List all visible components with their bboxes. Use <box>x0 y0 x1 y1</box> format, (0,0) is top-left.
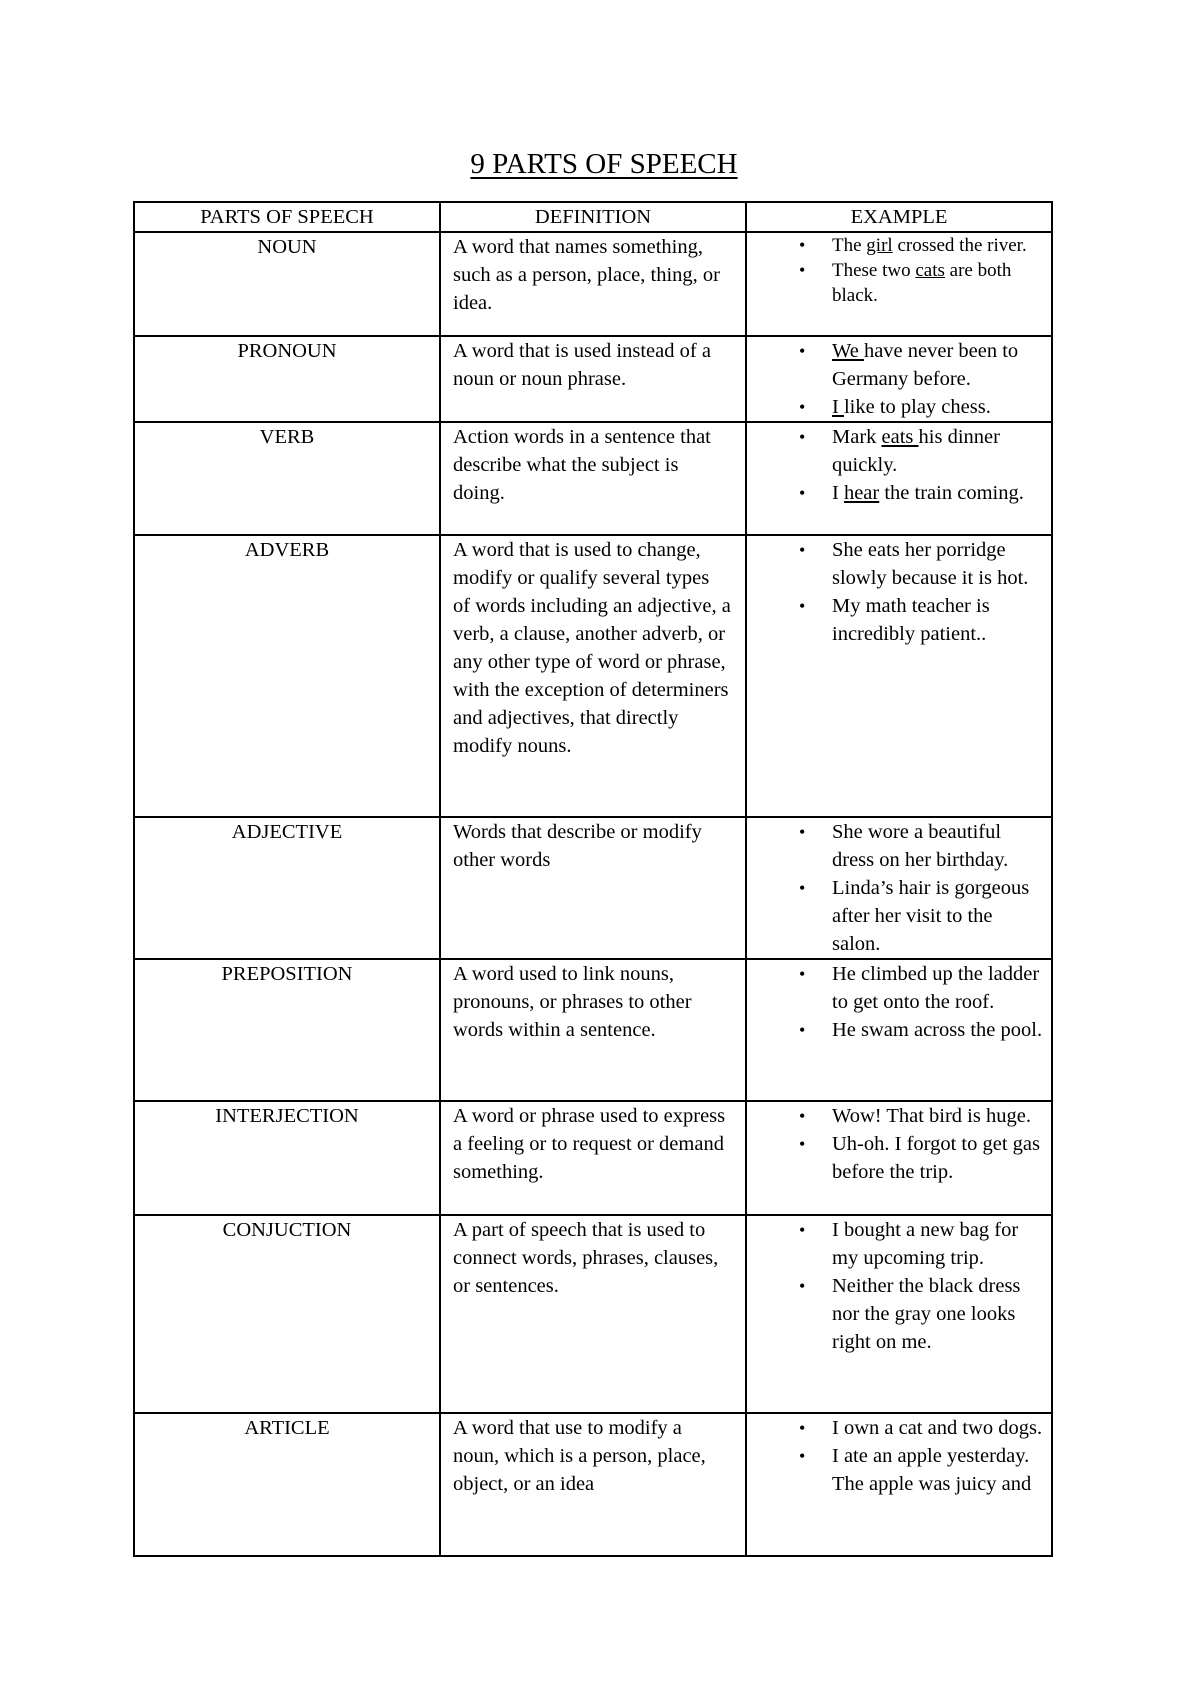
example-cell <box>746 817 1052 959</box>
part-of-speech-cell: ADVERB <box>134 535 440 817</box>
part-of-speech-cell: ARTICLE <box>134 1413 440 1556</box>
table-row <box>134 535 1052 817</box>
definition-cell: A word that is used to change, modify or qualify several types of words including an adjective, a verb, a clause, another adverb, or any other type of word or phrase, with the exception of determiners and adjectives, that directly modify nouns. <box>440 535 746 817</box>
part-of-speech-cell: ADJECTIVE <box>134 817 440 959</box>
definition-cell: A word used to link nouns, pronouns, or phrases to other words within a sentence. <box>440 959 746 1101</box>
example-cell <box>746 232 1052 336</box>
example-item: • Wow! That bird is huge. <box>747 1102 1043 1130</box>
example-item: • My math teacher is incredibly patient.. <box>747 592 1043 648</box>
example-cell <box>746 336 1052 422</box>
definition-cell: A word or phrase used to express a feeling or to request or demand something. <box>440 1101 746 1215</box>
example-item: • Uh-oh. I forgot to get gas before the trip. <box>747 1130 1043 1186</box>
part-of-speech-cell: PREPOSITION <box>134 959 440 1101</box>
example-item: • She wore a beautiful dress on her birthday. <box>747 818 1043 874</box>
header-definition: DEFINITION <box>440 202 746 232</box>
table-row <box>134 1215 1052 1413</box>
header-example: EXAMPLE <box>746 202 1052 232</box>
definition-cell: Words that describe or modify other words <box>440 817 746 959</box>
example-cell <box>746 422 1052 535</box>
table-header-row <box>134 202 1052 232</box>
definition-cell: A part of speech that is used to connect words, phrases, clauses, or sentences. <box>440 1215 746 1413</box>
example-cell <box>746 1413 1052 1556</box>
example-item: • He climbed up the ladder to get onto the roof. <box>747 960 1043 1016</box>
table-row <box>134 1101 1052 1215</box>
example-item: • She eats her porridge slowly because it is hot. <box>747 536 1043 592</box>
example-cell <box>746 959 1052 1101</box>
page-title: 9 PARTS OF SPEECH <box>470 148 738 180</box>
definition-cell: Action words in a sentence that describe what the subject is doing. <box>440 422 746 535</box>
example-item: • Mark eats his dinner quickly. <box>747 423 1043 479</box>
definition-cell: A word that use to modify a noun, which is a person, place, object, or an idea <box>440 1413 746 1556</box>
definition-cell: A word that names something, such as a person, place, thing, or idea. <box>440 232 746 336</box>
example-item: • Neither the black dress nor the gray one looks right on me. <box>747 1272 1043 1356</box>
part-of-speech-cell: VERB <box>134 422 440 535</box>
part-of-speech-cell: PRONOUN <box>134 336 440 422</box>
example-cell <box>746 1215 1052 1413</box>
example-item: • These two cats are both black. <box>747 258 1043 308</box>
example-item: • I bought a new bag for my upcoming trip. <box>747 1216 1043 1272</box>
table-row <box>134 232 1052 336</box>
example-item: • We have never been to Germany before. <box>747 337 1043 393</box>
part-of-speech-cell: NOUN <box>134 232 440 336</box>
example-item: • I ate an apple yesterday. The apple was juicy and <box>747 1442 1043 1498</box>
example-cell <box>746 535 1052 817</box>
table-row <box>134 817 1052 959</box>
example-item: • I like to play chess. <box>747 393 1043 421</box>
example-item: • I hear the train coming. <box>747 479 1043 507</box>
example-cell <box>746 1101 1052 1215</box>
table-row <box>134 1413 1052 1556</box>
definition-cell: A word that is used instead of a noun or noun phrase. <box>440 336 746 422</box>
example-item: • I own a cat and two dogs. <box>747 1414 1043 1442</box>
parts-of-speech-table <box>133 201 1053 1557</box>
table-row <box>134 336 1052 422</box>
example-item: • He swam across the pool. <box>747 1016 1043 1044</box>
header-parts-of-speech: PARTS OF SPEECH <box>134 202 440 232</box>
example-item: • Linda’s hair is gorgeous after her visit to the salon. <box>747 874 1043 958</box>
table-row <box>134 422 1052 535</box>
part-of-speech-cell: INTERJECTION <box>134 1101 440 1215</box>
table-row <box>134 959 1052 1101</box>
part-of-speech-cell: CONJUCTION <box>134 1215 440 1413</box>
example-item: • The girl crossed the river. <box>747 233 1043 258</box>
